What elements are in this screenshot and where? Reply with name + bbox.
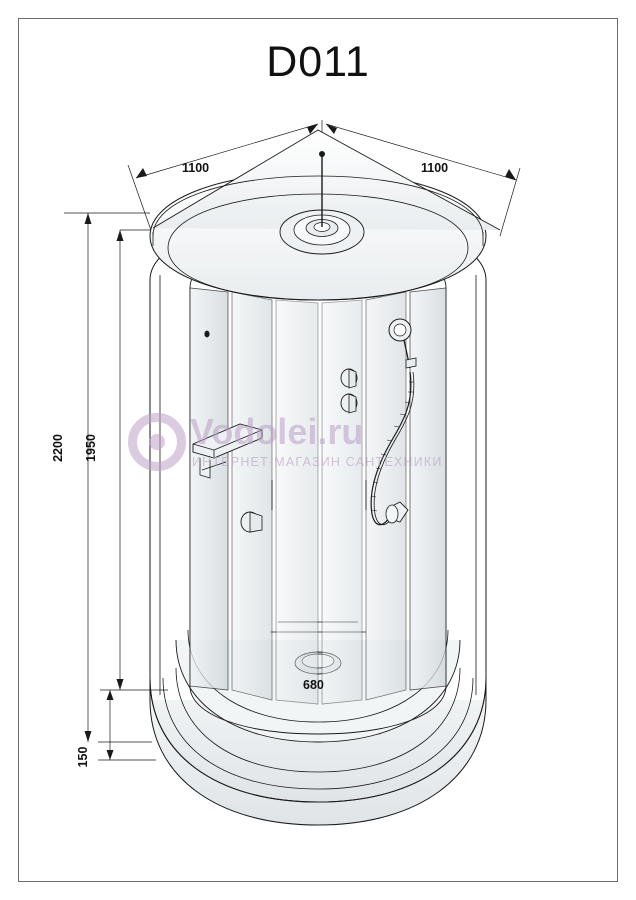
wall-detail-dot: [204, 331, 209, 338]
dimension-label-total-height: 2200: [51, 434, 65, 462]
dimension-label-tray-radius: 680: [303, 678, 324, 692]
dimension-label-width-right: 1100: [421, 161, 449, 175]
watermark-name: Vodolei.ru: [190, 411, 364, 452]
watermark-tagline: ИНТЕРНЕТ-МАГАЗИН САНТЕХНИКИ: [192, 455, 443, 469]
dimension-label-width-left: 1100: [182, 161, 210, 175]
page-title: D011: [266, 38, 370, 86]
dimension-label-cabin-height: 1950: [84, 434, 98, 462]
dimension-label-tray-height: 150: [76, 746, 90, 768]
